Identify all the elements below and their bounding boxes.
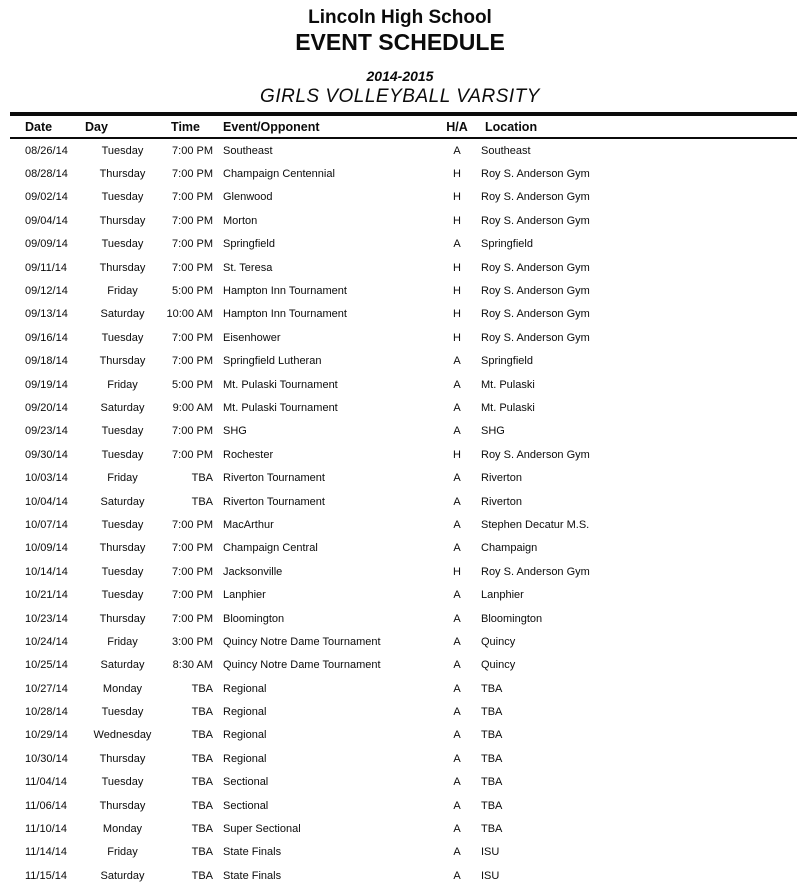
cell-day: Saturday [100,495,145,508]
table-row [10,162,797,185]
cell-time: 3:00 PM [172,635,213,648]
cell-ha: A [453,589,461,602]
cell-date: 10/23/14 [25,612,68,625]
cell-time: 7:00 PM [172,518,213,531]
cell-date: 10/14/14 [25,565,68,578]
cell-day: Tuesday [101,776,144,789]
cell-ha: A [453,425,461,438]
cell-location: Southeast [481,144,531,157]
cell-location: Bloomington [481,612,543,625]
cell-time: 7:00 PM [172,542,213,555]
cell-ha: A [453,495,461,508]
cell-ha: A [453,144,461,157]
cell-ha: H [453,191,461,204]
cell-event: Sectional [223,799,269,812]
cell-location: Lanphier [481,589,524,602]
cell-day: Tuesday [101,565,144,578]
table-row [10,513,797,536]
table-row [10,560,797,583]
cell-event: Glenwood [223,191,273,204]
cell-location: Roy S. Anderson Gym [481,565,590,578]
cell-location: Roy S. Anderson Gym [481,448,590,461]
cell-location: Quincy [481,635,516,648]
table-row [10,724,797,747]
cell-ha: H [453,448,461,461]
cell-time: TBA [191,869,213,882]
cell-day: Tuesday [101,331,144,344]
table-row [10,747,797,770]
cell-location: TBA [481,706,503,719]
cell-event: Riverton Tournament [223,472,325,485]
cell-location: Roy S. Anderson Gym [481,261,590,274]
cell-day: Monday [102,682,143,695]
cell-event: MacArthur [223,518,274,531]
cell-time: 8:30 AM [172,659,213,672]
column-header-ha: H/A [446,119,468,134]
cell-day: Tuesday [101,518,144,531]
cell-ha: A [453,659,461,672]
table-row [10,771,797,794]
season-label: 2014-2015 [366,68,434,84]
cell-time: TBA [191,846,213,859]
cell-event: Springfield [223,238,275,251]
cell-ha: A [453,378,461,391]
cell-day: Tuesday [101,238,144,251]
cell-date: 10/04/14 [25,495,68,508]
cell-time: 5:00 PM [172,285,213,298]
cell-date: 10/09/14 [25,542,68,555]
cell-location: Springfield [481,355,533,368]
cell-time: 9:00 AM [172,401,213,414]
cell-location: Roy S. Anderson Gym [481,331,590,344]
cell-day: Saturday [100,659,145,672]
cell-location: Roy S. Anderson Gym [481,285,590,298]
cell-location: Roy S. Anderson Gym [481,168,590,181]
table-row [10,630,797,653]
cell-ha: H [453,214,461,227]
cell-day: Tuesday [101,448,144,461]
cell-time: TBA [191,729,213,742]
cell-location: Riverton [481,472,522,485]
cell-event: Sectional [223,776,269,789]
cell-day: Thursday [99,612,146,625]
cell-ha: H [453,331,461,344]
table-body [10,139,797,888]
cell-date: 08/26/14 [25,144,68,157]
cell-date: 09/13/14 [25,308,68,321]
cell-location: ISU [481,869,500,882]
table-row [10,139,797,162]
cell-event: Hampton Inn Tournament [223,308,347,321]
cell-event: Lanphier [223,589,266,602]
cell-event: Regional [223,682,267,695]
table-row [10,396,797,419]
table-row [10,326,797,349]
cell-day: Tuesday [101,706,144,719]
cell-date: 09/18/14 [25,355,68,368]
cell-time: 7:00 PM [172,565,213,578]
table-row [10,303,797,326]
cell-event: Regional [223,706,267,719]
cell-day: Friday [107,285,138,298]
cell-ha: A [453,846,461,859]
cell-event: Champaign Centennial [223,168,335,181]
table-row [10,350,797,373]
school-name: Lincoln High School [308,7,492,28]
cell-day: Thursday [99,355,146,368]
cell-time: 7:00 PM [172,214,213,227]
cell-event: State Finals [223,846,282,859]
cell-ha: A [453,355,461,368]
table-row [10,186,797,209]
cell-location: Roy S. Anderson Gym [481,308,590,321]
cell-ha: A [453,612,461,625]
column-header-date: Date [25,119,53,134]
table-row [10,864,797,887]
table-row [10,279,797,302]
cell-time: 7:00 PM [172,612,213,625]
cell-day: Friday [107,635,138,648]
cell-date: 11/15/14 [25,869,68,882]
cell-date: 08/28/14 [25,168,68,181]
cell-location: TBA [481,776,503,789]
cell-time: 5:00 PM [172,378,213,391]
table-row [10,607,797,630]
cell-location: Quincy [481,659,516,672]
cell-location: SHG [481,425,505,438]
cell-event: Springfield Lutheran [223,355,322,368]
cell-day: Thursday [99,752,146,765]
cell-day: Saturday [100,401,145,414]
cell-event: Jacksonville [223,565,283,578]
table-row [10,420,797,443]
cell-event: Morton [223,214,258,227]
cell-event: Rochester [223,448,274,461]
cell-event: St. Teresa [223,261,273,274]
cell-event: SHG [223,425,247,438]
cell-date: 09/23/14 [25,425,68,438]
cell-location: Mt. Pulaski [481,401,535,414]
cell-event: Bloomington [223,612,285,625]
cell-ha: A [453,823,461,836]
table-row [10,583,797,606]
cell-location: Stephen Decatur M.S. [481,518,590,531]
table-row [10,794,797,817]
table-row [10,677,797,700]
cell-ha: H [453,261,461,274]
table-header-row [10,112,797,139]
cell-date: 09/04/14 [25,214,68,227]
cell-ha: A [453,799,461,812]
cell-event: Quincy Notre Dame Tournament [223,659,381,672]
cell-date: 10/25/14 [25,659,68,672]
document-title: EVENT SCHEDULE [295,29,505,55]
cell-day: Tuesday [101,425,144,438]
cell-date: 11/10/14 [25,823,68,836]
cell-day: Thursday [99,799,146,812]
cell-event: Regional [223,752,267,765]
cell-date: 10/30/14 [25,752,68,765]
table-row [10,700,797,723]
cell-date: 09/30/14 [25,448,68,461]
cell-location: Roy S. Anderson Gym [481,191,590,204]
cell-day: Friday [107,378,138,391]
cell-time: TBA [191,823,213,836]
table-row [10,443,797,466]
cell-date: 11/06/14 [25,799,68,812]
cell-time: 7:00 PM [172,355,213,368]
column-header-day: Day [85,119,108,134]
table-row [10,209,797,232]
cell-location: TBA [481,752,503,765]
cell-ha: A [453,401,461,414]
table-row [10,256,797,279]
cell-day: Friday [107,846,138,859]
cell-date: 11/14/14 [25,846,68,859]
table-row [10,654,797,677]
column-header-time: Time [171,119,200,134]
cell-date: 09/16/14 [25,331,68,344]
cell-ha: A [453,518,461,531]
cell-date: 10/29/14 [25,729,68,742]
cell-time: 7:00 PM [172,261,213,274]
cell-event: Riverton Tournament [223,495,325,508]
cell-time: 7:00 PM [172,425,213,438]
cell-date: 09/11/14 [25,261,68,274]
cell-ha: A [453,682,461,695]
cell-date: 10/28/14 [25,706,68,719]
cell-time: 7:00 PM [172,589,213,602]
cell-day: Thursday [99,261,146,274]
cell-time: 10:00 AM [166,308,213,321]
cell-time: 7:00 PM [172,331,213,344]
cell-ha: A [453,472,461,485]
cell-day: Saturday [100,869,145,882]
cell-date: 10/07/14 [25,518,68,531]
cell-date: 11/04/14 [25,776,68,789]
cell-ha: A [453,542,461,555]
schedule-table [10,112,797,888]
table-row [10,466,797,489]
cell-event: Eisenhower [223,331,281,344]
cell-time: 7:00 PM [172,238,213,251]
cell-time: 7:00 PM [172,191,213,204]
cell-event: Quincy Notre Dame Tournament [223,635,381,648]
cell-day: Tuesday [101,144,144,157]
cell-day: Saturday [100,308,145,321]
cell-date: 09/02/14 [25,191,68,204]
table-row [10,233,797,256]
cell-event: Mt. Pulaski Tournament [223,401,338,414]
cell-date: 09/20/14 [25,401,68,414]
cell-date: 09/19/14 [25,378,68,391]
cell-time: TBA [191,682,213,695]
cell-ha: H [453,565,461,578]
cell-location: TBA [481,682,503,695]
cell-location: Springfield [481,238,533,251]
cell-time: TBA [191,472,213,485]
title-block [0,0,800,108]
cell-day: Tuesday [101,191,144,204]
cell-time: TBA [191,799,213,812]
cell-time: TBA [191,495,213,508]
cell-date: 10/03/14 [25,472,68,485]
cell-ha: A [453,752,461,765]
cell-date: 10/27/14 [25,682,68,695]
table-row [10,817,797,840]
cell-event: Mt. Pulaski Tournament [223,378,338,391]
cell-location: Roy S. Anderson Gym [481,214,590,227]
cell-location: Champaign [481,542,538,555]
cell-ha: H [453,285,461,298]
cell-event: Southeast [223,144,273,157]
cell-time: 7:00 PM [172,168,213,181]
cell-day: Thursday [99,214,146,227]
cell-event: Super Sectional [223,823,301,836]
cell-ha: A [453,776,461,789]
column-header-event: Event/Opponent [223,119,320,134]
table-row [10,537,797,560]
cell-day: Thursday [99,542,146,555]
table-row [10,373,797,396]
cell-time: TBA [191,752,213,765]
cell-date: 09/12/14 [25,285,68,298]
table-row [10,490,797,513]
cell-location: Riverton [481,495,522,508]
cell-day: Tuesday [101,589,144,602]
cell-ha: H [453,168,461,181]
cell-location: TBA [481,823,503,836]
cell-ha: A [453,706,461,719]
cell-ha: H [453,308,461,321]
cell-location: Mt. Pulaski [481,378,535,391]
cell-ha: A [453,238,461,251]
cell-day: Monday [102,823,143,836]
cell-event: Regional [223,729,267,742]
cell-time: TBA [191,706,213,719]
cell-event: Hampton Inn Tournament [223,285,347,298]
cell-time: TBA [191,776,213,789]
cell-event: State Finals [223,869,282,882]
cell-location: TBA [481,729,503,742]
cell-ha: A [453,869,461,882]
cell-ha: A [453,729,461,742]
cell-day: Friday [107,472,138,485]
cell-date: 10/24/14 [25,635,68,648]
cell-date: 10/21/14 [25,589,68,602]
cell-location: TBA [481,799,503,812]
cell-ha: A [453,635,461,648]
cell-time: 7:00 PM [172,448,213,461]
table-row [10,841,797,864]
cell-event: Champaign Central [223,542,318,555]
column-header-location: Location [485,119,538,134]
cell-location: ISU [481,846,500,859]
team-label: GIRLS VOLLEYBALL VARSITY [260,86,540,107]
cell-day: Thursday [99,168,146,181]
cell-date: 09/09/14 [25,238,68,251]
cell-time: 7:00 PM [172,144,213,157]
cell-day: Wednesday [93,729,152,742]
